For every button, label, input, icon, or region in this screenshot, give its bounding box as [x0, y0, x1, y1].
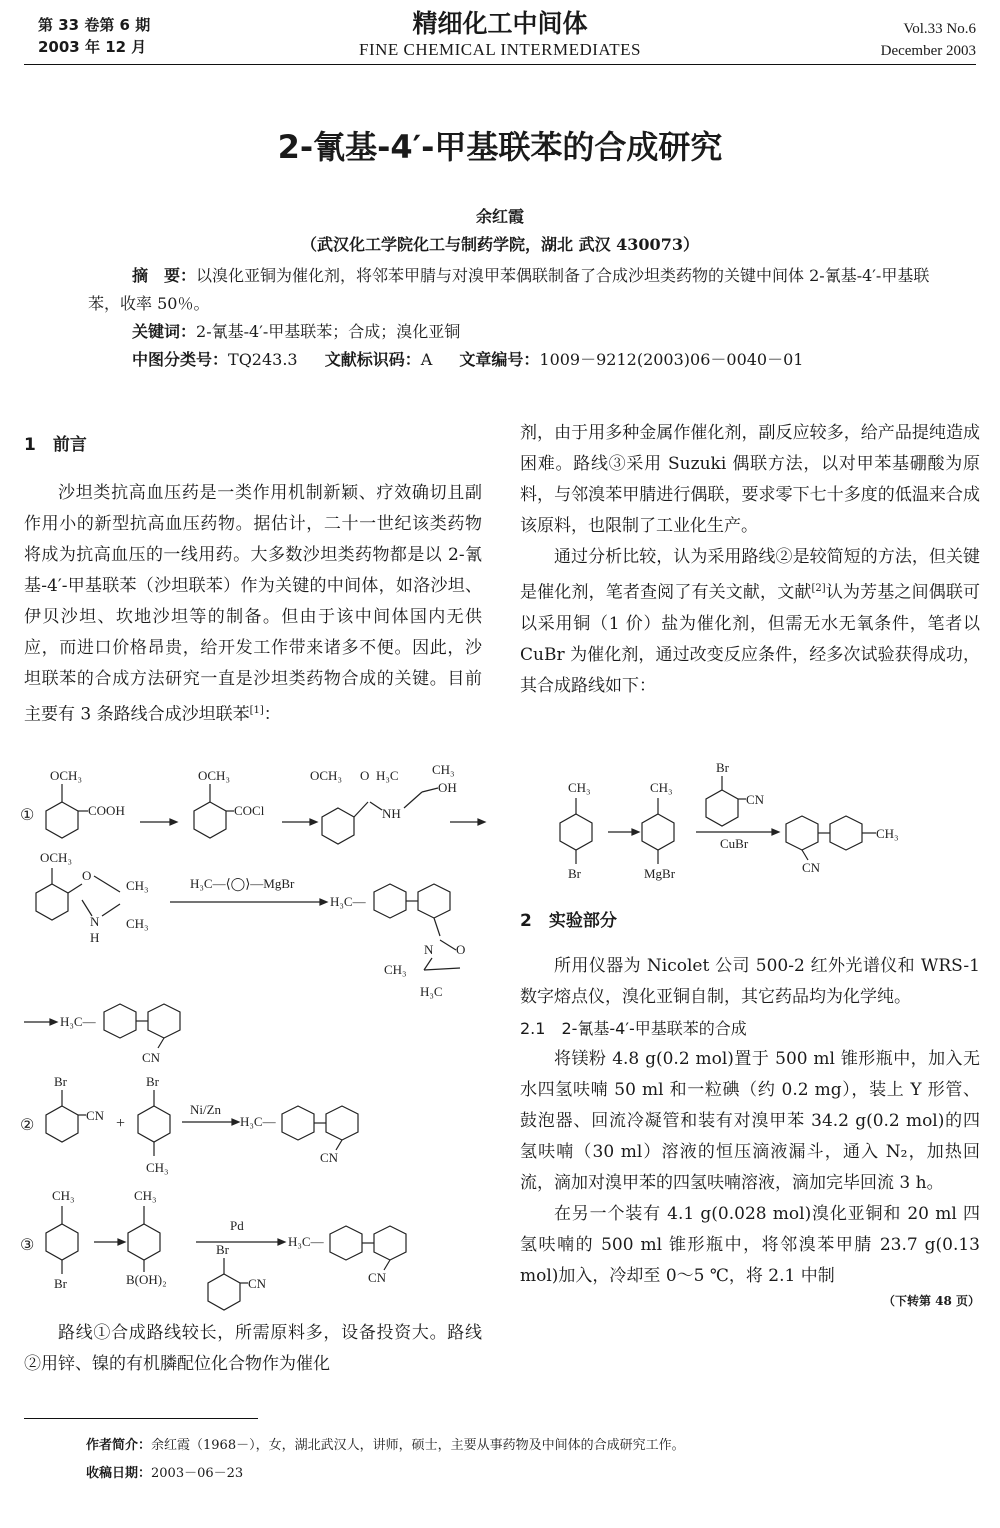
benzene-ring	[374, 1226, 406, 1260]
methyl-label: CH₃	[52, 1188, 75, 1203]
benzene-ring	[46, 1106, 78, 1142]
right-para2	[520, 542, 980, 702]
plus-sign: +	[116, 1115, 126, 1132]
abstract	[88, 262, 948, 318]
nitrogen-label: N	[90, 914, 100, 929]
author: 余红霞	[475, 207, 524, 226]
para1-end: ：	[263, 704, 281, 725]
oxygen-label: O	[456, 942, 466, 957]
keywords	[132, 318, 948, 346]
author-bio	[86, 1436, 685, 1456]
benzene-ring	[330, 1226, 362, 1260]
section1-intro	[24, 430, 482, 731]
section1-para2: 路线①合成路线较长，所需原料多，设备投资大。路线②用锌、镍的有机膦配位化合物作为催化	[24, 1323, 482, 1374]
subsection-2-1: 2.1 2-氰基-4′-甲基联苯的合成	[520, 1019, 747, 1038]
article-no-value: 1009－9212(2003)06－0040－01	[539, 350, 804, 369]
methyl-label: H₃C—	[240, 1114, 276, 1129]
volume-en: Vol.33 No.6	[903, 21, 976, 37]
para2a-text: 通过分析比较，认为采用路线②是较简短的方法，但关键是催化剂，笔者查阅了有关文献，文献	[520, 547, 980, 603]
ref-2: [2]	[811, 583, 826, 594]
methyl-label: CH₃	[432, 762, 455, 777]
section1-heading: 1 前言	[24, 435, 87, 455]
amine-label: NH	[382, 806, 401, 821]
route-3	[20, 1188, 406, 1310]
nitrile-label: CN	[142, 1050, 161, 1065]
benzene-ring	[322, 808, 354, 844]
methyl-label: H₃C—	[330, 894, 366, 909]
received-label: 收稿日期：	[86, 1466, 152, 1481]
hydrogen-label: H	[90, 930, 100, 945]
grignard-label: MgBr	[644, 866, 676, 881]
nitrile-label: CN	[320, 1150, 339, 1165]
palladium-catalyst: Pd	[230, 1218, 244, 1233]
hydroxyl-label: OH	[438, 780, 457, 795]
footnote-rule	[24, 1418, 258, 1419]
nitrile-label: CN	[746, 792, 765, 807]
cubr-route-scheme	[540, 760, 980, 890]
received-value: 2003－06－23	[151, 1466, 244, 1481]
journal-title-en: FINE CHEMICAL INTERMEDIATES	[358, 40, 642, 59]
methyl-label: H₃C—	[60, 1014, 96, 1029]
boronic-acid-label: B(OH)₂	[126, 1272, 167, 1287]
benzene-ring	[560, 814, 592, 850]
grignard-reagent: H₃C—⟨◯⟩—MgBr	[190, 876, 295, 891]
methyl-label: CH₃	[126, 916, 149, 931]
right-column-top	[520, 418, 980, 702]
issue-info-en	[881, 18, 976, 62]
volume-cn: 第 33 卷第 6 期	[38, 16, 151, 34]
bromo-label: Br	[54, 1276, 67, 1291]
abstract-text: 以溴化亚铜为催化剂，将邻苯甲腈与对溴甲苯偶联制备了合成沙坦类药物的关键中间体 2-氰基-4′-甲基联苯，收率 50％。	[88, 266, 930, 313]
para2b-text: 认为芳基之间偶联可以采用铜（1 价）盐为催化剂，但需无水无氧条件，笔者以 CuBr 为催化剂，通过改变反应条件，经多次试验获得成功，其合成路线如下：	[520, 582, 981, 696]
nitrile-label: CN	[368, 1270, 387, 1285]
bio-text: 余红霞（1968－），女，湖北武汉人，讲师，硕士，主要从事药物及中间体的合成研究工作。	[151, 1438, 685, 1453]
methyl-label: H₃C	[420, 984, 443, 999]
header-rule	[24, 64, 976, 65]
benzene-ring	[208, 1274, 240, 1310]
benzene-ring	[194, 802, 226, 838]
route-comparison	[24, 1318, 482, 1380]
methyl-label: CH₃	[876, 826, 899, 841]
continued-note: （下转第 48 页）	[882, 1294, 980, 1308]
keywords-label: 关键词：	[132, 322, 197, 341]
ref-1: [1]	[249, 705, 264, 716]
affiliation: （武汉化工学院化工与制药学院，湖北 武汉 430073）	[301, 235, 699, 254]
route-2	[20, 1074, 358, 1175]
benzene-ring	[830, 816, 862, 850]
nitrile-label: CN	[86, 1108, 105, 1123]
nickel-zinc-catalyst: Ni/Zn	[190, 1102, 222, 1117]
bio-label: 作者简介：	[86, 1438, 152, 1453]
route-3-label: ③	[20, 1237, 35, 1254]
coupling-para: 在另一个装有 4.1 g(0.028 mol)溴化亚铜和 20 ml 四氢呋喃的 500 ml 锥形瓶中，将邻溴苯甲腈 23.7 g(0.13 mol)加入，冷却至 0～5 ℃，将 2.1 中制	[520, 1204, 980, 1286]
benzene-ring	[418, 884, 450, 918]
methyl-label: CH₃	[650, 780, 673, 795]
methyl-label: CH₃	[146, 1160, 169, 1175]
benzene-ring	[46, 802, 78, 838]
para1-text: 沙坦类抗高血压药是一类作用机制新颖、疗效确切且副作用小的新型抗高血压药物。据估计，二十一世纪该类药物将成为抗高血压的一线用药。大多数沙坦类药物都是以 2-氰基-4′-甲基联苯（沙坦联苯）作为关键的中间体，如洛沙坦、伊贝沙坦、坎地沙坦等的制备。但由于该中间体国内无供应，而进口价格昂贵，给开发工作带来诸多不便。因此，沙坦联苯的合成方法研究一直是沙坦类药物合成的关键。目前主要有 3 条路线合成沙坦联苯	[24, 483, 482, 725]
classification	[132, 346, 948, 374]
route-2-label: ②	[20, 1117, 35, 1134]
methoxy-label: OCH₃	[198, 768, 230, 783]
benzene-ring	[36, 884, 68, 920]
bromo-label: Br	[716, 760, 729, 775]
methoxy-label: OCH₃	[50, 768, 82, 783]
benzene-ring	[374, 884, 406, 918]
benzene-ring	[326, 1106, 358, 1140]
benzene-ring	[104, 1004, 136, 1038]
methyl-label: H₃C	[376, 768, 399, 783]
instruments-para: 所用仪器为 Nicolet 公司 500-2 红外光谱仪和 WRS-1 数字熔点仪，溴化亚铜自制，其它药品均为化学纯。	[520, 956, 980, 1007]
benzene-ring	[706, 790, 738, 826]
received-date	[86, 1464, 243, 1484]
benzene-ring	[46, 1224, 78, 1260]
abstract-label: 摘 要：	[132, 266, 197, 285]
section1-para1	[24, 478, 482, 731]
benzene-ring	[642, 814, 674, 850]
route-1	[20, 762, 485, 844]
clc-label: 中图分类号：	[132, 350, 229, 369]
methyl-label: H₃C—	[288, 1234, 324, 1249]
journal-title-cn: 精细化工中间体	[412, 9, 588, 38]
route-1-label: ①	[20, 807, 35, 824]
nitrogen-label: N	[424, 942, 434, 957]
doc-code-label: 文献标识码：	[324, 350, 421, 369]
right-para1: 剂，由于用多种金属作催化剂，副反应较多，给产品提纯造成困难。路线③采用 Suzuki 偶联方法，以对甲苯基硼酸为原料，与邻溴苯甲腈进行偶联，要求零下七十多度的低温来合成该原料，也限制了工业化生产。	[520, 423, 980, 536]
date-cn: 2003 年 12 月	[38, 38, 147, 56]
oxygen-label: O	[360, 768, 370, 783]
bromo-label: Br	[54, 1074, 67, 1089]
paper-title: 2-氰基-4′-甲基联苯的合成研究	[277, 128, 723, 166]
oxygen-label: O	[82, 868, 92, 883]
benzene-ring	[786, 816, 818, 850]
route-1-step2	[36, 850, 465, 999]
synthesis-routes-scheme	[20, 760, 490, 1320]
benzene-ring	[282, 1106, 314, 1140]
section2-heading: 2 实验部分	[520, 911, 617, 931]
cubr-catalyst: CuBr	[720, 836, 749, 851]
nitrile-label: CN	[248, 1276, 267, 1291]
journal-name	[0, 8, 1000, 60]
keywords-text: 2-氰基-4′-甲基联苯；合成；溴化亚铜	[196, 322, 461, 341]
date-en: December 2003	[880, 43, 976, 59]
clc-value: TQ243.3	[228, 350, 298, 369]
benzene-ring	[128, 1224, 160, 1260]
methoxy-label: OCH₃	[40, 850, 72, 865]
route-1-product	[24, 1004, 180, 1065]
methoxy-label: OCH₃	[310, 768, 342, 783]
benzene-ring	[148, 1004, 180, 1038]
section2-experimental	[520, 906, 980, 1310]
methyl-label: CH₃	[384, 962, 407, 977]
methyl-label: CH₃	[568, 780, 591, 795]
methyl-label: CH₃	[126, 878, 149, 893]
grignard-prep-para: 将镁粉 4.8 g(0.2 mol)置于 500 ml 锥形瓶中，加入无水四氢呋喃 50 ml 和一粒碘（约 0.2 mg），装上 Y 形管、鼓泡器、回流冷凝管和装有对溴甲苯 34.2 g(0.2 mol)的四氢呋喃（30 ml）溶液的恒压滴液漏斗，通入 N₂，加热回流，滴加对溴甲苯的四氢呋喃溶液，滴加完毕回流 3 h。	[520, 1049, 980, 1193]
cooh-label: COOH	[88, 803, 125, 818]
article-no-label: 文章编号：	[459, 350, 540, 369]
doc-code-value: A	[420, 350, 433, 369]
methyl-label: CH₃	[134, 1188, 157, 1203]
abstract-block	[88, 262, 948, 374]
cocl-label: COCl	[234, 803, 265, 818]
bromo-label: Br	[216, 1242, 229, 1257]
nitrile-label: CN	[802, 860, 821, 875]
bromo-label: Br	[568, 866, 581, 881]
benzene-ring	[138, 1106, 170, 1142]
bromo-label: Br	[146, 1074, 159, 1089]
